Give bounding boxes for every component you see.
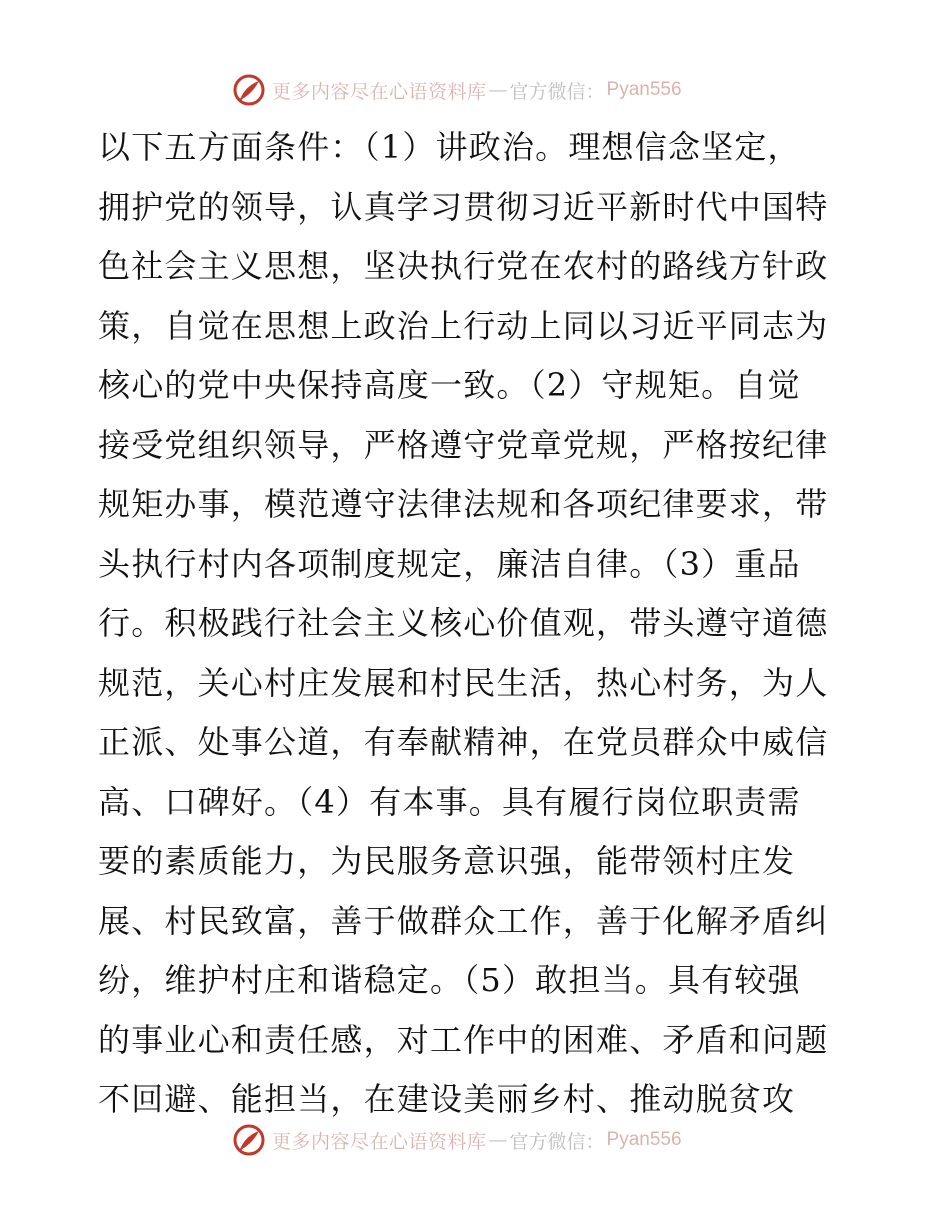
watermark-sub-text: 官方微信： — [509, 1130, 605, 1153]
body-line: 色社会主义思想，坚决执行党在农村的路线方针政 — [98, 247, 829, 285]
body-line: 以下五方面条件：（1）讲政治。理想信念坚定， — [98, 128, 801, 166]
watermark-dash: — — [488, 1129, 508, 1151]
body-line: 行。积极践行社会主义核心价值观，带头遵守道德 — [98, 604, 829, 642]
footer-watermark — [232, 1122, 682, 1158]
watermark-main-text: 更多内容尽在心语资料库 — [272, 1130, 487, 1153]
body-line: 策，自觉在思想上政治上行动上同以习近平同志为 — [98, 306, 829, 345]
quill-logo-icon — [232, 73, 266, 107]
watermark-wechat-id: Pyan556 — [606, 79, 682, 100]
body-line: 规矩办事，模范遵守法律法规和各项纪律要求，带 — [98, 485, 829, 523]
body-line: 纷，维护村庄和谐稳定。（5）敢担当。具有较强 — [98, 961, 801, 999]
watermark-main-text: 更多内容尽在心语资料库 — [272, 80, 487, 103]
header-watermark — [232, 72, 682, 108]
body-line: 核心的党中央保持高度一致。（2）守规矩。自觉 — [98, 366, 801, 404]
document-body — [98, 118, 858, 1130]
watermark-sub-text: 官方微信： — [509, 80, 605, 103]
body-line: 展、村民致富，善于做群众工作，善于化解矛盾纠 — [98, 901, 829, 940]
body-line: 要的素质能力，为民服务意识强，能带领村庄发 — [98, 842, 796, 880]
body-line: 头执行村内各项制度规定，廉洁自律。（3）重品 — [98, 544, 801, 583]
body-line: 规范，关心村庄发展和村民生活，热心村务，为人 — [98, 663, 829, 702]
body-line: 高、口碑好。（4）有本事。具有履行岗位职责需 — [98, 782, 801, 821]
body-line: 正派、处事公道，有奉献精神，在党员群众中威信 — [98, 723, 829, 761]
body-line: 拥护党的领导，认真学习贯彻习近平新时代中国特 — [98, 187, 829, 226]
watermark-dash: — — [488, 79, 508, 101]
body-line: 的事业心和责任感，对工作中的困难、矛盾和问题 — [98, 1020, 829, 1059]
body-line: 接受党组织领导，严格遵守党章党规，严格按纪律 — [98, 425, 829, 464]
quill-logo-icon — [232, 1123, 266, 1157]
body-line: 不回避、能担当，在建设美丽乡村、推动脱贫攻 — [98, 1080, 796, 1118]
watermark-wechat-id: Pyan556 — [606, 1129, 682, 1150]
